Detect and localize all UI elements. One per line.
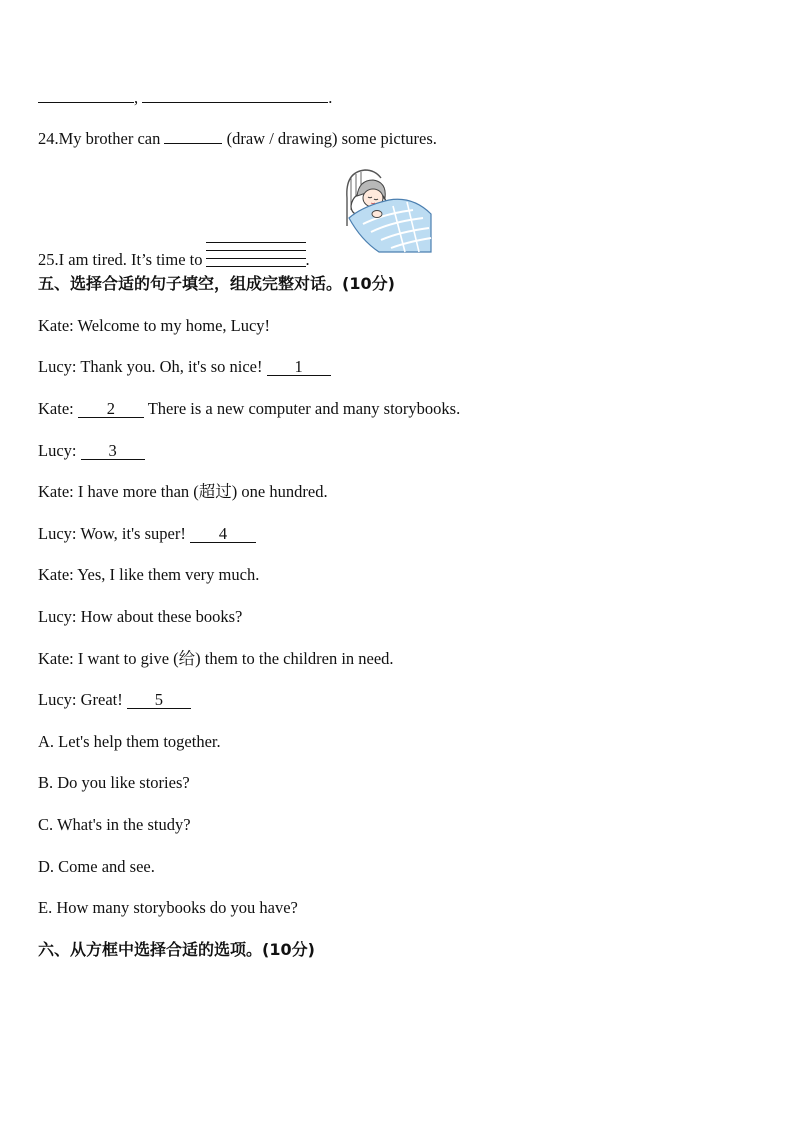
dialogue-text: Kate: Yes, I like them very much. [38, 565, 260, 584]
q24-text-after: (draw / drawing) some pictures. [226, 129, 437, 148]
q23-answer-line [38, 88, 332, 108]
dialogue-blank-5[interactable]: 5 [127, 692, 191, 709]
q23-period: . [328, 88, 333, 107]
dialogue-line-5 [38, 482, 328, 502]
section-5-heading: 五、选择合适的句子填空，组成完整对话。(10分) [38, 274, 395, 293]
dialogue-line-10 [38, 690, 191, 710]
q23-blank-2[interactable] [142, 102, 328, 103]
dialogue-line-7 [38, 565, 259, 585]
dialogue-text: Lucy: How about these books? [38, 607, 243, 626]
dialogue-text: Kate: [38, 399, 74, 418]
question-25 [38, 238, 310, 270]
dialogue-line-2 [38, 357, 331, 377]
dialogue-text: Lucy: [38, 441, 77, 460]
option-b: B. Do you like stories? [38, 773, 190, 792]
dialogue-blank-2[interactable]: 2 [78, 401, 144, 418]
dialogue-line-8 [38, 607, 242, 627]
q25-period: . [305, 250, 310, 269]
dialogue-blank-3[interactable]: 3 [81, 443, 145, 460]
dialogue-text: Lucy: Wow, it's super! [38, 524, 186, 543]
dialogue-text: Kate: I want to give (给) them to the children in need. [38, 649, 394, 668]
dialogue-text-after: There is a new computer and many storybooks. [147, 399, 461, 418]
dialogue-text: Kate: Welcome to my home, Lucy! [38, 316, 271, 335]
q24-text-before: 24.My brother can [38, 129, 161, 148]
option-d: D. Come and see. [38, 857, 155, 876]
option-c: C. What's in the study? [38, 815, 191, 834]
dialogue-line-3 [38, 399, 460, 419]
q24-blank[interactable] [164, 143, 222, 144]
option-e: E. How many storybooks do you have? [38, 898, 298, 917]
q23-comma: , [134, 88, 139, 107]
dialogue-blank-4[interactable]: 4 [190, 526, 256, 543]
dialogue-line-9 [38, 649, 394, 669]
sleeping-girl-picture [343, 166, 435, 254]
section-6-heading: 六、从方框中选择合适的选项。(10分) [38, 940, 315, 959]
option-a: A. Let's help them together. [38, 732, 221, 751]
dialogue-text: Kate: I have more than (超过) one hundred. [38, 482, 328, 501]
dialogue-blank-1[interactable]: 1 [267, 359, 331, 376]
q23-blank-1[interactable] [38, 102, 134, 103]
dialogue-line-4 [38, 441, 145, 461]
dialogue-line-6 [38, 524, 256, 544]
q25-text-before: 25.I am tired. It’s time to [38, 250, 203, 269]
q25-four-line-blank[interactable] [206, 238, 306, 268]
dialogue-line-1 [38, 316, 270, 336]
dialogue-text: Lucy: Thank you. Oh, it's so nice! [38, 357, 263, 376]
dialogue-text: Lucy: Great! [38, 690, 123, 709]
question-24 [38, 129, 437, 149]
